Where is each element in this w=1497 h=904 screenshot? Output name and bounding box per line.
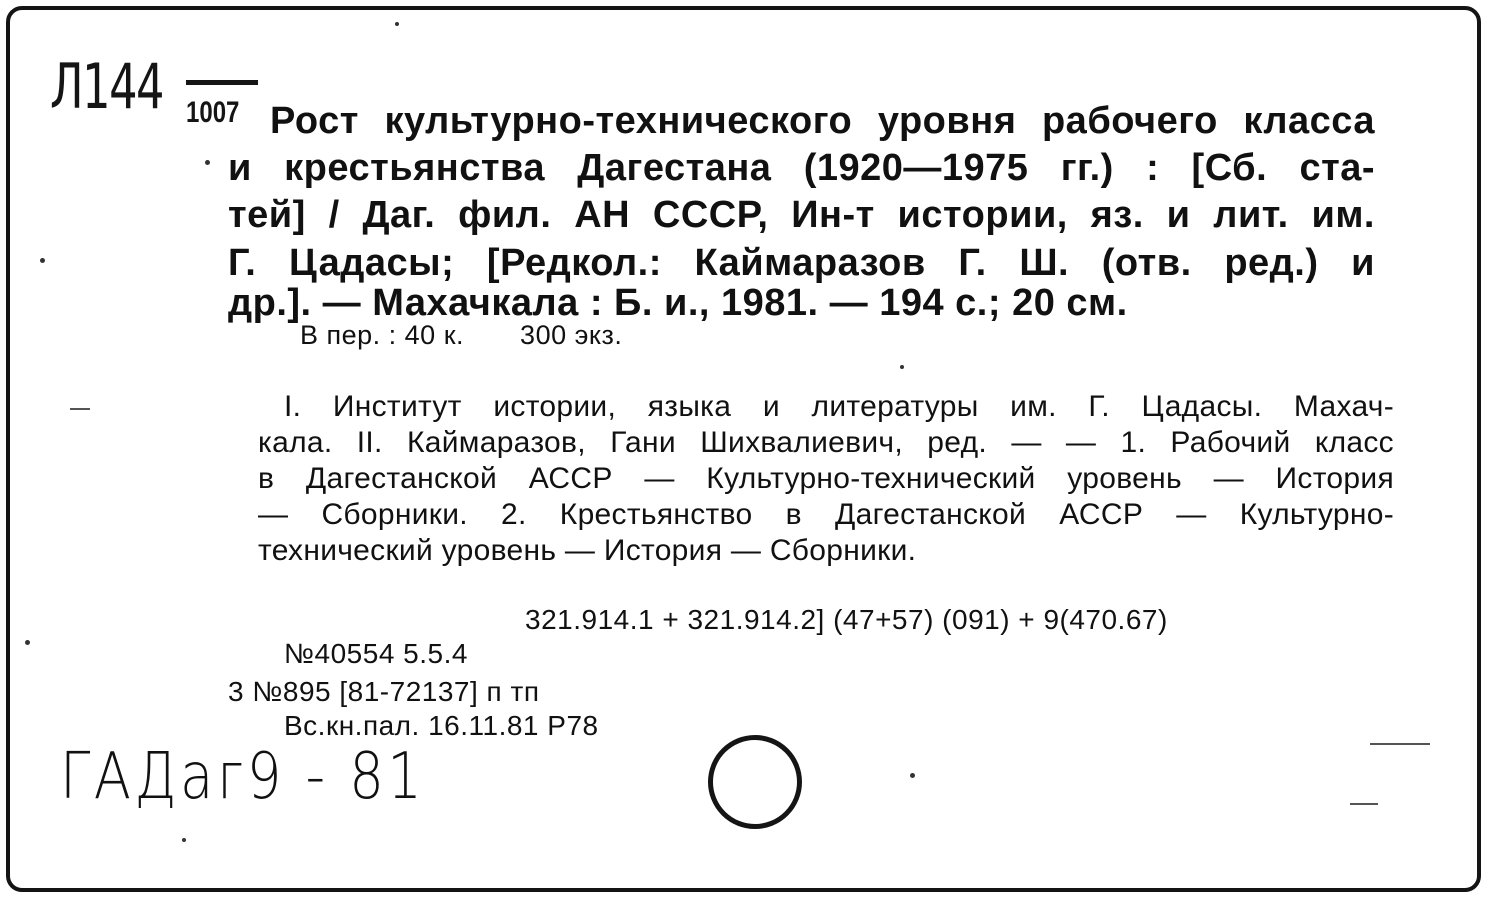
subject-line-4: — Сборники. 2. Крестьянство в Дагестанской АССР — Культурно-: [258, 498, 1394, 531]
binding-price: В пер. : 40 к.: [300, 320, 465, 350]
tech-line-2: 3 №895 [81-72137] п тп: [228, 676, 540, 707]
handwritten-stamp: ГАДаг9 - 81: [60, 740, 426, 814]
title-line-5: др.]. — Махачкала : Б. и., 1981. — 194 с.; 20 см.: [228, 282, 1128, 324]
speck: [205, 160, 210, 165]
print-run: 300 экз.: [520, 320, 623, 350]
subject-line-3: в Дагестанской АССР — Культурно-технический уровень — История: [258, 462, 1394, 495]
tech-line-1: №40554 5.5.4: [284, 638, 468, 669]
title-line-3: тей] / Даг. фил. АН СССР, Ин-т истории, яз. и лит. им.: [228, 194, 1375, 236]
speck: [25, 640, 30, 645]
tech-line-3: Вс.кн.пал. 16.11.81 Р78: [284, 710, 599, 741]
mark-dash: [70, 408, 90, 410]
inventory-overline: [186, 80, 258, 85]
speck: [182, 838, 186, 842]
subject-line-5: технический уровень — История — Сборники.: [258, 534, 917, 567]
mark-dash: [1350, 803, 1378, 805]
shelf-mark: Л144: [50, 50, 164, 123]
subject-line-2: кала. II. Каймаразов, Гани Шихвалиевич, ред. — — 1. Рабочий класс: [258, 426, 1394, 459]
price-line: [300, 320, 670, 351]
speck: [900, 365, 904, 369]
inventory-number: 1007: [186, 96, 240, 129]
speck: [910, 773, 915, 778]
title-line-2: и крестьянства Дагестана (1920—1975 гг.) : [Сб. ста-: [228, 147, 1375, 189]
title-line-1: Рост культурно-технического уровня рабочего класса: [270, 100, 1375, 142]
speck: [395, 22, 399, 26]
classification-index: 321.914.1 + 321.914.2] (47+57) (091) + 9(470.67): [525, 604, 1168, 635]
title-line-4: Г. Цадасы; [Редкол.: Каймаразов Г. Ш. (отв. ред.) и: [228, 242, 1375, 284]
library-stamp-circle: [708, 735, 802, 829]
subject-line-1: I. Институт истории, языка и литературы им. Г. Цадасы. Махач-: [284, 390, 1394, 423]
mark-dash: [1370, 743, 1430, 745]
speck: [40, 258, 45, 263]
